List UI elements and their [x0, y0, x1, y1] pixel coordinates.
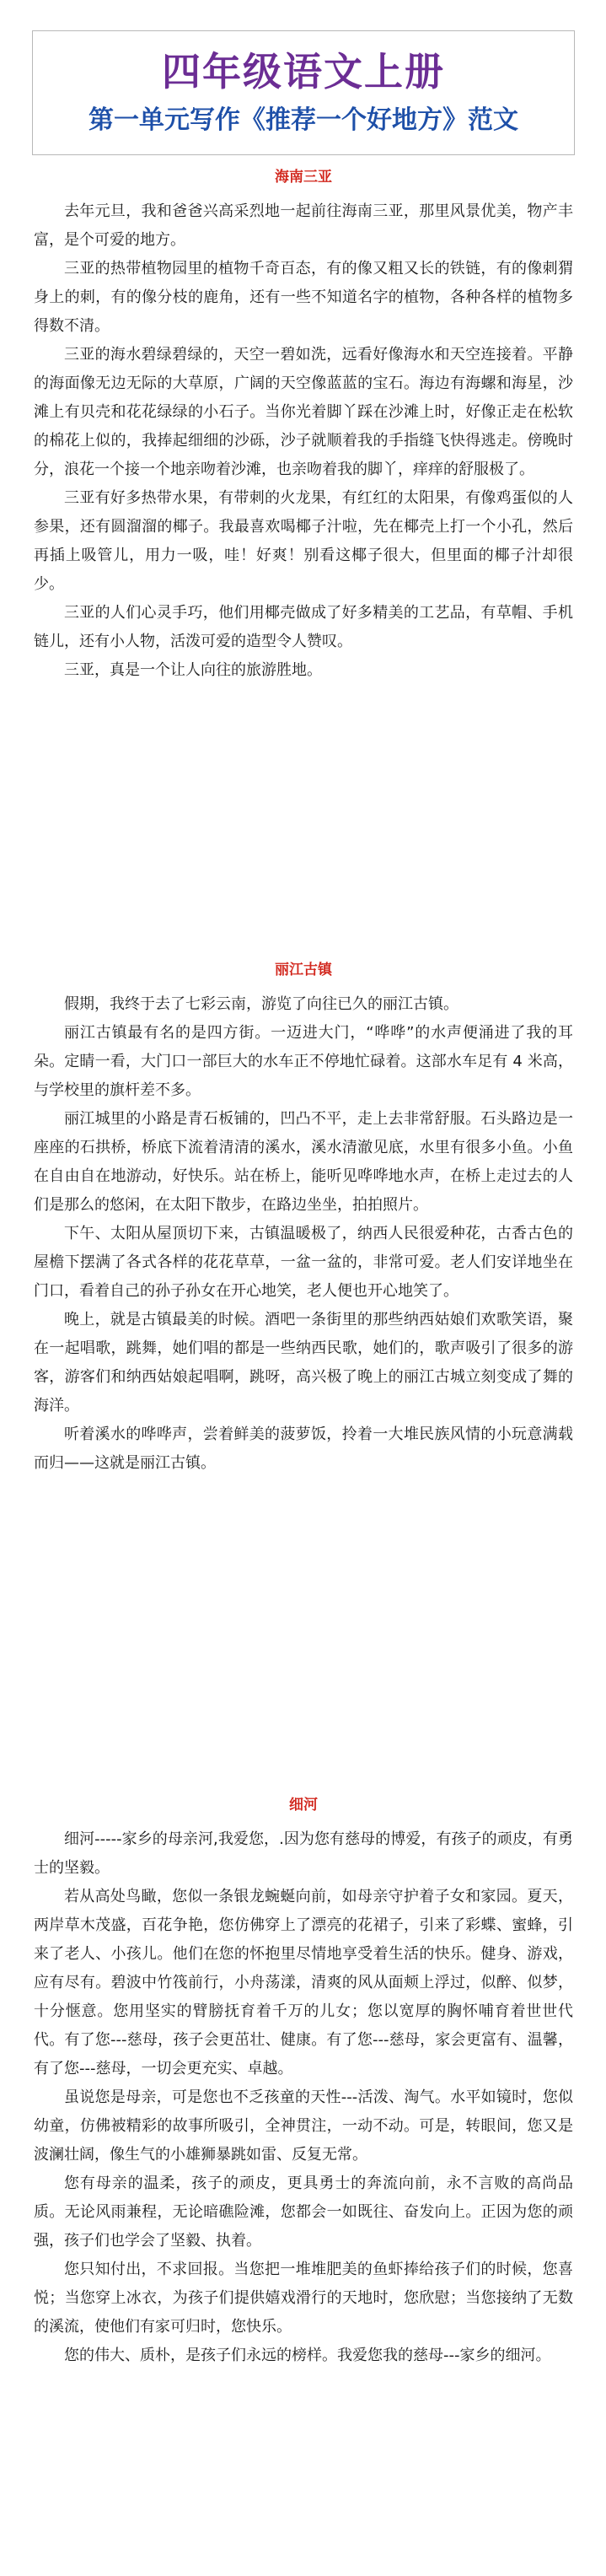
essay-paragraph: 听着溪水的哗哗声，尝着鲜美的菠萝饭，拎着一大堆民族风情的小玩意满载而归——这就是丽江古镇。	[34, 1425, 573, 1472]
header-box	[32, 30, 575, 155]
essay-paragraph: 三亚，真是一个让人向往的旅游胜地。	[64, 661, 322, 679]
essay-paragraph: 丽江古镇最有名的是四方街。一迈进大门，“哗哗”的水声便涌进了我的耳朵。定睛一看，大门口一部巨大的水车正不停地忙碌着。这部水车足有 4 米高，与学校里的旗杆差不多。	[34, 1024, 573, 1099]
page-subtitle: 第一单元写作《推荐一个好地方》范文	[88, 105, 518, 135]
essay-paragraph: 您有母亲的温柔，孩子的顽皮，更具勇士的奔流向前，永不言败的高尚品质。无论风雨兼程，无论暗礁险滩，您都会一如既往、奋发向上。正因为您的顽强，孩子们也学会了坚毅、执着。	[34, 2175, 573, 2250]
page-title: 四年级语文上册	[162, 49, 445, 94]
essay-paragraph: 丽江城里的小路是青石板铺的，凹凸不平，走上去非常舒服。石头路边是一座座的石拱桥，桥底下流着清清的溪水，溪水清澈见底，水里有很多小鱼。小鱼在自由自在地游动，好快乐。站在桥上，能听见哗哗地水声，在桥上走过去的人们是那么的悠闲，在太阳下散步，在路边坐坐，拍拍照片。	[34, 1110, 573, 1214]
essay-paragraph: 假期，我终于去了七彩云南，游览了向往已久的丽江古镇。	[64, 995, 459, 1013]
essay-paragraph: 去年元旦，我和爸爸兴高采烈地一起前往海南三亚，那里风景优美，物产丰富，是个可爱的地方。	[34, 202, 573, 249]
essay-lijiang-old-town	[34, 960, 573, 1478]
essay-xihe-river	[34, 1795, 573, 2370]
essay-paragraph: 三亚的海水碧绿碧绿的，天空一碧如洗，远看好像海水和天空连接着。平静的海面像无边无际的大草原，广阔的天空像蓝蓝的宝石。海边有海螺和海星，沙滩上有贝壳和花花绿绿的小石子。当你光着脚丫踩在沙滩上时，好像正走在松软的棉花上似的，我捧起细细的沙砾，沙子就顺着我的手指缝飞快得逃走。傍晚时分，浪花一个接一个地亲吻着沙滩，也亲吻着我的脚丫，痒痒的舒服极了。	[34, 346, 573, 478]
essay-hainan-sanya	[34, 167, 573, 685]
essay-paragraph: 您的伟大、质朴，是孩子们永远的榜样。我爱您我的慈母---家乡的细河。	[64, 2347, 551, 2364]
essay-title: 丽江古镇	[275, 962, 332, 978]
essay-paragraph: 下午、太阳从屋顶切下来，古镇温暖极了，纳西人民很爱种花，古香古色的屋檐下摆满了各式各样的花花草草，一盆一盆的，非常可爱。老人们安详地坐在门口，看着自己的孙子孙女在开心地笑，老人便也开心地笑了。	[34, 1225, 573, 1300]
essay-paragraph: 晚上，就是古镇最美的时候。酒吧一条街里的那些纳西姑娘们欢歌笑语，聚在一起唱歌，跳舞，她们唱的都是一些纳西民歌，她们的，歌声吸引了很多的游客，游客们和纳西姑娘起唱啊，跳呀，高兴极了晚上的丽江古城立刻变成了舞的海洋。	[34, 1311, 573, 1415]
essay-paragraph: 三亚有好多热带水果，有带刺的火龙果，有红红的太阳果，有像鸡蛋似的人参果，还有圆溜溜的椰子。我最喜欢喝椰子汁啦，先在椰壳上打一个小孔，然后再插上吸管儿，用力一吸，哇！好爽！别看这椰子很大，但里面的椰子汁却很少。	[34, 489, 573, 593]
essay-paragraph: 虽说您是母亲，可是您也不乏孩童的天性---活泼、淘气。水平如镜时，您似幼童，仿佛被精彩的故事所吸引，全神贯注，一动不动。可是，转眼间，您又是波澜壮阔，像生气的小雄狮暴跳如雷、反复无常。	[34, 2088, 573, 2164]
essay-paragraph: 若从高处鸟瞰，您似一条银龙蜿蜒向前，如母亲守护着子女和家园。夏天，两岸草木茂盛，百花争艳，您仿佛穿上了漂亮的花裙子，引来了彩蝶、蜜蜂，引来了老人、小孩儿。他们在您的怀抱里尽情地享受着生活的快乐。健身、游戏，应有尽有。碧波中竹筏前行，小舟荡漾，清爽的风从面颊上浮过，似醉、似梦，十分惬意。您用坚实的臂膀抚育着千万的儿女；您以宽厚的胸怀哺育着世世代代。有了您---慈母，孩子会更茁壮、健康。有了您---慈母，家会更富有、温馨，有了您---慈母，一切会更充实、卓越。	[34, 1888, 573, 2078]
essay-title: 海南三亚	[275, 169, 332, 186]
essay-paragraph: 您只知付出，不求回报。当您把一堆堆肥美的鱼虾捧给孩子们的时候，您喜悦；当您穿上冰衣，为孩子们提供嬉戏滑行的天地时，您欣慰；当您接纳了无数的溪流，使他们有家可归时，您快乐。	[34, 2261, 573, 2336]
essay-paragraph: 三亚的热带植物园里的植物千奇百态，有的像又粗又长的铁链，有的像刺猬身上的刺，有的像分枝的鹿角，还有一些不知道名字的植物，各种各样的植物多得数不清。	[34, 260, 573, 335]
essay-paragraph: 细河-----家乡的母亲河,我爱您，.因为您有慈母的博爱，有孩子的顽皮，有勇士的坚毅。	[34, 1830, 573, 1877]
essay-title: 细河	[289, 1797, 318, 1813]
essay-paragraph: 三亚的人们心灵手巧，他们用椰壳做成了好多精美的工艺品，有草帽、手机链儿，还有小人物，活泼可爱的造型令人赞叹。	[34, 604, 573, 650]
